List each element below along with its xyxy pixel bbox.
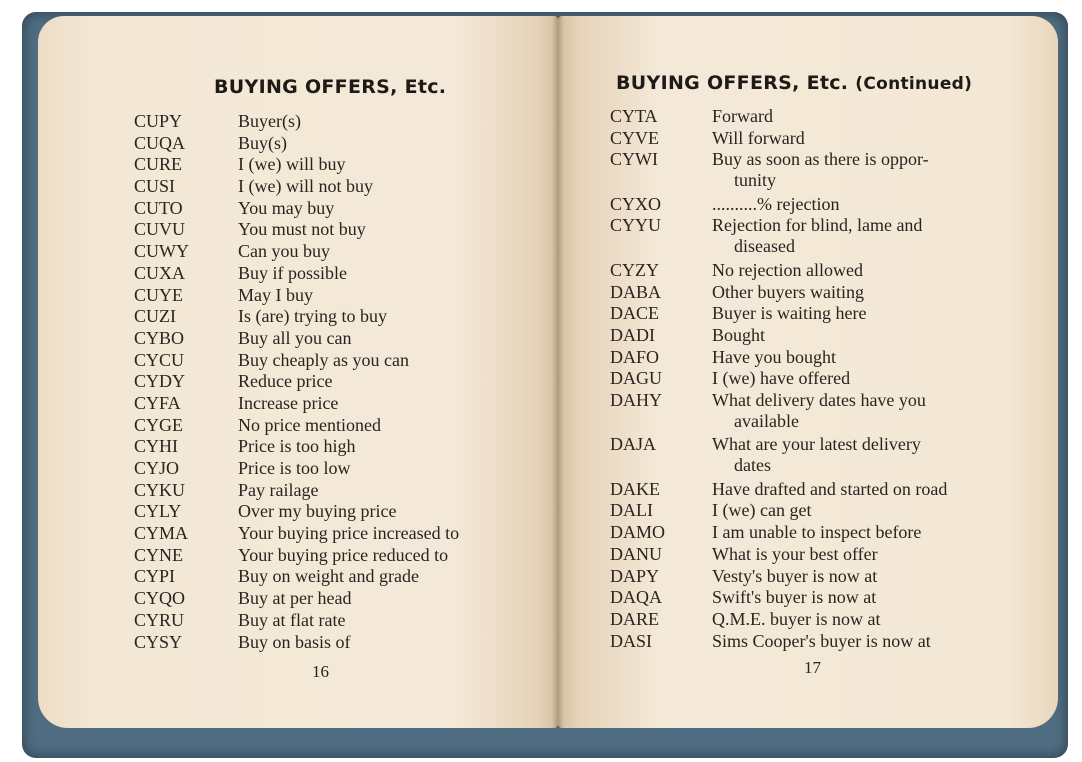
entry-meaning-text: No rejection allowed: [712, 259, 863, 280]
entry-row: [134, 263, 554, 285]
entry-row: [134, 523, 554, 545]
entry-meaning: [712, 566, 1052, 587]
entry-row: [134, 545, 554, 567]
entry-meaning: [712, 609, 1052, 630]
entry-code: CYMA: [134, 523, 189, 544]
entry-code: CUZI: [134, 306, 176, 327]
entry-meaning: Price is too low: [238, 458, 351, 478]
entry-code: CYCU: [134, 349, 185, 370]
left-page-heading: BUYING OFFERS, Etc.: [214, 76, 447, 98]
entry-row: [610, 303, 1055, 325]
entry-row: [610, 587, 1055, 609]
entry-code: DALI: [610, 500, 653, 521]
entry-meaning-continuation: tunity: [734, 170, 777, 191]
entry-meaning: [712, 522, 1052, 543]
entry-meaning: Buy cheaply as you can: [238, 349, 409, 370]
right-entry-list: [610, 106, 1055, 652]
entry-row: [134, 480, 554, 502]
entry-row: [610, 215, 1055, 259]
entry-row: [134, 393, 554, 415]
entry-code: CYPI: [134, 566, 176, 587]
entry-row: [134, 198, 554, 220]
entry-code: CUWY: [134, 241, 189, 262]
entry-row: [610, 282, 1055, 304]
entry-code: CYKU: [134, 479, 186, 500]
entry-code: CUXA: [134, 262, 186, 283]
entry-row: [134, 219, 554, 241]
entry-meaning: [712, 500, 1052, 521]
entry-meaning-text: Q.M.E. buyer is now at: [712, 608, 881, 629]
entry-code: DAJA: [610, 434, 657, 455]
entry-meaning-text: What is your best offer: [712, 543, 878, 564]
entry-meaning: [712, 260, 1052, 281]
entry-row: [134, 154, 554, 176]
entry-meaning: Buy on weight and grade: [238, 566, 419, 587]
entry-meaning: I (we) will not buy: [238, 176, 373, 197]
entry-row: [134, 133, 554, 155]
entry-row: [134, 371, 554, 393]
entry-meaning-text: Rejection for blind, lame and: [712, 215, 923, 236]
entry-meaning: You must not buy: [238, 219, 366, 240]
entry-code: CYHI: [134, 436, 178, 457]
entry-code: CURE: [134, 154, 183, 175]
entry-meaning-text: Buy as soon as there is oppor-: [712, 149, 929, 170]
entry-meaning: Over my buying price: [238, 501, 397, 522]
entry-code: DAQA: [610, 587, 662, 608]
entry-row: [134, 350, 554, 372]
entry-row: [610, 566, 1055, 588]
entry-row: [134, 566, 554, 588]
right-heading-suffix: (Continued): [855, 74, 973, 94]
entry-meaning-text: Will forward: [712, 127, 805, 148]
entry-meaning: Your buying price increased to: [238, 523, 460, 544]
entry-code: CUQA: [134, 132, 186, 153]
entry-code: DAMO: [610, 522, 666, 543]
entry-code: CYVE: [610, 127, 659, 148]
entry-meaning: Pay railage: [238, 479, 319, 500]
entry-code: DAPY: [610, 565, 660, 586]
entry-meaning-text: Swift's buyer is now at: [712, 587, 877, 608]
entry-row: [610, 128, 1055, 150]
entry-code: CYQO: [134, 588, 186, 609]
entry-meaning: [712, 325, 1052, 346]
right-page-heading: [616, 72, 972, 94]
entry-meaning-text: Other buyers waiting: [712, 281, 864, 302]
entry-meaning: Price is too high: [238, 436, 356, 457]
entry-row: [610, 479, 1055, 501]
entry-meaning: [712, 368, 1052, 389]
entry-row: [610, 609, 1055, 631]
entry-code: DARE: [610, 608, 659, 629]
entry-meaning-text: Bought: [712, 324, 766, 345]
entry-row: [610, 631, 1055, 653]
entry-code: DAGU: [610, 368, 662, 389]
entry-meaning: [712, 194, 1052, 215]
entry-row: [134, 306, 554, 328]
entry-meaning-text: I (we) can get: [712, 500, 812, 521]
right-heading-main: BUYING OFFERS, Etc.: [616, 72, 849, 94]
entry-code: CYZY: [610, 259, 659, 280]
entry-row: [134, 610, 554, 632]
entry-code: DABA: [610, 281, 662, 302]
entry-code: CYSY: [134, 631, 183, 652]
entry-code: CYTA: [610, 106, 658, 126]
entry-meaning: Buy all you can: [238, 327, 352, 348]
entry-meaning: [712, 479, 1052, 500]
entry-meaning-text: What are your latest delivery: [712, 434, 921, 455]
entry-row: [134, 588, 554, 610]
entry-code: DADI: [610, 324, 655, 345]
entry-meaning: No price mentioned: [238, 414, 381, 435]
entry-code: CUSI: [134, 176, 176, 197]
entry-meaning: Buy(s): [238, 132, 287, 153]
left-page-number: 16: [312, 662, 329, 681]
entry-meaning-text: Have drafted and started on road: [712, 478, 948, 499]
entry-meaning-text: Vesty's buyer is now at: [712, 565, 878, 586]
entry-meaning-text: I am unable to inspect before: [712, 522, 922, 543]
entry-meaning: Your buying price reduced to: [238, 544, 449, 565]
entry-meaning: Buy at flat rate: [238, 609, 346, 630]
entry-row: [610, 106, 1055, 128]
entry-meaning-text: What delivery dates have you: [712, 389, 926, 410]
entry-code: CYBO: [134, 327, 185, 348]
entry-code: CUPY: [134, 111, 183, 131]
entry-meaning: Buy at per head: [238, 588, 352, 609]
entry-meaning: Is (are) trying to buy: [238, 306, 387, 327]
entry-meaning-text: Sims Cooper's buyer is now at: [712, 630, 931, 651]
entry-row: [134, 415, 554, 437]
left-entry-list: [134, 111, 554, 653]
entry-row: [610, 149, 1055, 193]
entry-row: [610, 368, 1055, 390]
entry-meaning: Reduce price: [238, 371, 333, 392]
entry-meaning: Buyer(s): [238, 111, 301, 131]
entry-meaning-text: Forward: [712, 106, 773, 126]
entry-row: [610, 260, 1055, 282]
entry-meaning: [712, 587, 1052, 608]
book-spine: [552, 16, 564, 728]
entry-meaning: [712, 303, 1052, 324]
entry-row: [134, 458, 554, 480]
entry-code: CYRU: [134, 609, 185, 630]
entry-code: DAKE: [610, 478, 660, 499]
entry-code: DACE: [610, 303, 659, 324]
entry-row: [134, 328, 554, 350]
entry-meaning: [712, 106, 1052, 127]
entry-code: CYLY: [134, 501, 182, 522]
entry-row: [134, 632, 554, 654]
entry-row: [610, 325, 1055, 347]
entry-row: [134, 111, 554, 133]
entry-meaning-text: I (we) have offered: [712, 368, 851, 389]
entry-meaning-continuation: dates: [734, 455, 771, 476]
entry-code: DAHY: [610, 389, 662, 410]
entry-meaning-continuation: available: [734, 410, 799, 431]
entry-row: [134, 436, 554, 458]
entry-row: [134, 501, 554, 523]
entry-meaning-continuation: diseased: [734, 236, 795, 257]
entry-meaning: [712, 215, 1052, 257]
entry-meaning-text: ..........% rejection: [712, 193, 840, 214]
entry-code: CUTO: [134, 197, 183, 218]
entry-row: [610, 544, 1055, 566]
entry-row: [134, 176, 554, 198]
entry-code: CUYE: [134, 284, 183, 305]
entry-row: [610, 500, 1055, 522]
entry-row: [134, 241, 554, 263]
entry-meaning: [712, 544, 1052, 565]
entry-row: [134, 285, 554, 307]
entry-meaning: [712, 149, 1052, 191]
entry-meaning-text: Buyer is waiting here: [712, 303, 867, 324]
entry-row: [610, 434, 1055, 478]
left-page: [38, 16, 558, 728]
entry-meaning: You may buy: [238, 197, 335, 218]
entry-meaning: Increase price: [238, 392, 339, 413]
entry-row: [610, 347, 1055, 369]
entry-meaning: [712, 282, 1052, 303]
entry-code: CYWI: [610, 149, 658, 170]
entry-code: CYDY: [134, 371, 186, 392]
entry-row: [610, 390, 1055, 434]
entry-code: CYXO: [610, 193, 662, 214]
entry-meaning: May I buy: [238, 284, 313, 305]
entry-meaning-text: Have you bought: [712, 346, 836, 367]
entry-code: DANU: [610, 543, 662, 564]
entry-meaning: Buy if possible: [238, 262, 348, 283]
entry-code: CYJO: [134, 458, 180, 478]
entry-meaning: [712, 434, 1052, 476]
entry-row: [610, 522, 1055, 544]
entry-code: CYGE: [134, 414, 183, 435]
right-page: [558, 16, 1058, 728]
entry-meaning: [712, 390, 1052, 432]
entry-meaning: [712, 347, 1052, 368]
entry-code: CYNE: [134, 544, 183, 565]
entry-meaning: Can you buy: [238, 241, 330, 262]
entry-meaning: Buy on basis of: [238, 631, 351, 652]
entry-code: CUVU: [134, 219, 186, 240]
entry-code: CYYU: [610, 215, 662, 236]
entry-code: DASI: [610, 630, 653, 651]
right-page-number: 17: [804, 658, 821, 677]
entry-code: DAFO: [610, 346, 660, 367]
entry-row: [610, 194, 1055, 216]
entry-code: CYFA: [134, 392, 181, 413]
entry-meaning: I (we) will buy: [238, 154, 346, 175]
entry-meaning: [712, 631, 1052, 652]
entry-meaning: [712, 128, 1052, 149]
